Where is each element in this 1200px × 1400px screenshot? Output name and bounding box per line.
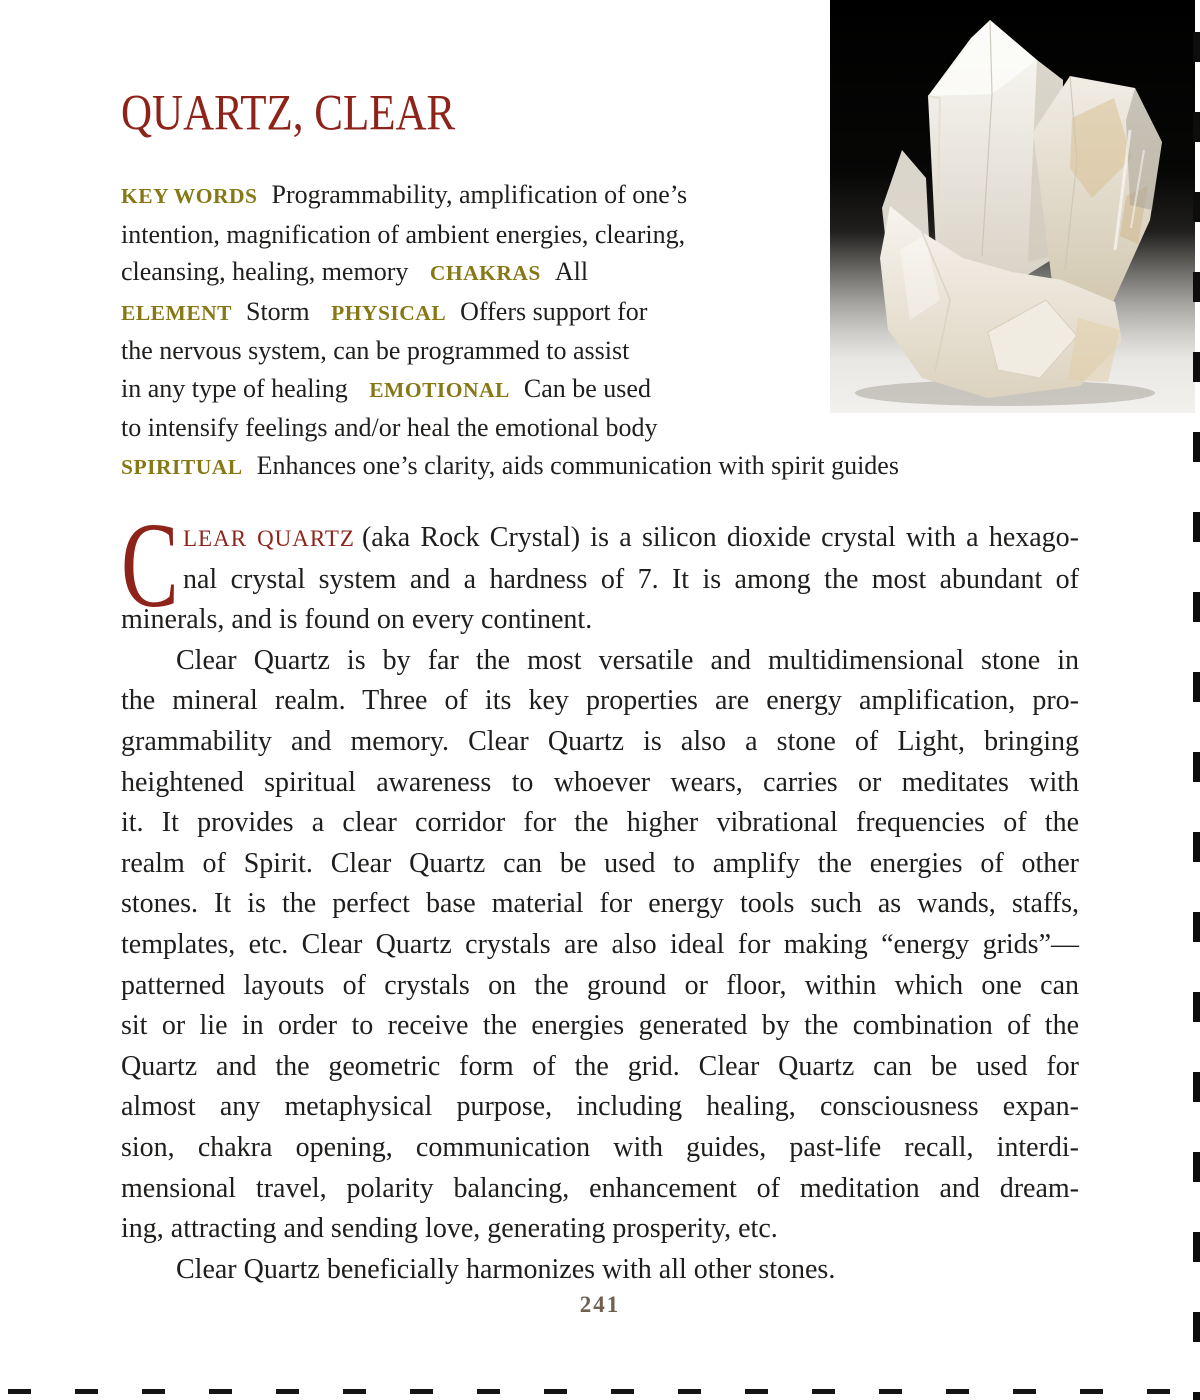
right-edge-tick [1193,112,1200,142]
body-line: ing, attracting and sending love, generating prosperity, etc. [121,1213,778,1245]
bottom-edge-dash [946,1389,969,1394]
keyword-text: to intensify feelings and/or heal the emotional body [121,413,658,442]
keyword-label: SPIRITUAL [121,454,243,479]
keyword-text: intention, magnification of ambient energies, clearing, [121,219,686,249]
keyword-label: KEY WORDS [121,184,258,208]
body-line: it. It provides a clear corridor for the higher vibrational frequencies of the [121,807,1079,839]
keyword-text: in any type of healing [121,373,348,403]
keyword-label: ELEMENT [121,300,233,325]
keyword-label: EMOTIONAL [369,377,510,402]
keywords-line [121,409,1101,447]
paragraph [121,641,1079,1250]
bottom-edge-dash [343,1389,366,1394]
right-edge-tick [1193,192,1200,222]
bottom-edge-dash [142,1389,165,1394]
body-line: sion, chakra opening, communication with guides, past-life recall, interdi- [121,1131,1079,1163]
keywords-line [121,447,1101,487]
page-title: QUARTZ, CLEAR [121,85,456,142]
bottom-edge-dash [410,1389,433,1394]
keywords-line [121,253,1101,293]
body-line: Quartz and the geometric form of the grid. Clear Quartz can be used for [121,1050,1079,1082]
drop-cap: C [121,496,179,633]
bottom-edge-dash [678,1389,701,1394]
keywords-line [121,216,1101,254]
paragraph [121,1250,1079,1291]
bottom-edge-dash [477,1389,500,1394]
right-edge-tick [1193,1392,1200,1400]
right-edge-tick [1193,1072,1200,1102]
body-line: Clear Quartz beneficially harmonizes with all other stones. [176,1253,836,1285]
article-body [121,496,1080,1290]
paragraph [121,496,1080,641]
bottom-edge-dash [544,1389,567,1394]
bottom-edge-dash [1080,1389,1103,1394]
right-edge-tick [1193,592,1200,622]
lead-small-caps: LEAR QUARTZ [183,526,355,551]
keyword-text: All [554,257,589,286]
right-edge-tick [1193,272,1200,302]
body-line: nal crystal system and a hardness of 7. It is among the most abundant of [183,563,1079,595]
right-edge-tick [1193,992,1200,1022]
right-edge-tick [1193,432,1200,462]
keywords-line [121,176,1101,216]
right-edge-tick [1193,672,1200,702]
page-number: 241 [579,1292,621,1317]
bottom-edge-dash [209,1389,232,1394]
body-line: realm of Spirit. Clear Quartz can be used to amplify the energies of other [121,847,1079,879]
bottom-edge-dash [879,1389,902,1394]
keyword-label: CHAKRAS [429,261,541,285]
right-edge-tick [1193,752,1200,782]
bottom-edge-dash [1013,1389,1036,1394]
body-line: grammability and memory. Clear Quartz is also a stone of Light, bringing [121,725,1079,757]
bottom-edge-dash [8,1389,31,1394]
body-line: mensional travel, polarity balancing, enhancement of meditation and dream- [121,1172,1079,1204]
right-edge-tick [1193,352,1200,382]
bottom-edge-dash [611,1389,634,1394]
keywords-block [121,176,1101,486]
keyword-text: Storm [246,296,310,326]
keyword-text: cleansing, healing, memory [121,257,409,286]
body-line: minerals, and is found on every continent. [121,604,593,636]
keyword-text: Programmability, amplification of one’s [271,180,688,209]
bottom-edge-dash [75,1389,98,1394]
body-line: sit or lie in order to receive the energies generated by the combination of the [121,1010,1079,1042]
body-line: LEAR QUARTZ (aka Rock Crystal) is a silicon dioxide crystal with a hexago- [183,522,1080,553]
right-edge-tick [1193,512,1200,542]
body-line: the mineral realm. Three of its key properties are energy amplification, pro- [121,685,1079,717]
body-line: Clear Quartz is by far the most versatile and multidimensional stone in [176,644,1079,676]
keyword-text: Enhances one’s clarity, aids communication with spirit guides [256,450,899,480]
right-edge-tick [1193,32,1200,62]
bottom-edge-dash [812,1389,835,1394]
keyword-text: Offers support for [460,296,648,326]
right-edge-tick [1193,912,1200,942]
bottom-edge-dash [745,1389,768,1394]
right-edge-tick [1193,1232,1200,1262]
keyword-label: PHYSICAL [331,300,447,325]
bottom-edge-dash [1147,1389,1170,1394]
bottom-edge-dash [276,1389,299,1394]
body-line: patterned layouts of crystals on the ground or floor, within which one can [121,969,1079,1001]
body-line: templates, etc. Clear Quartz crystals are also ideal for making “energy grids”— [121,928,1079,960]
right-edge-tick [1193,1152,1200,1182]
body-line: heightened spiritual awareness to whoever wears, carries or meditates with [121,766,1079,798]
keywords-line [121,370,1101,410]
keyword-text: Can be used [523,373,651,403]
body-line: stones. It is the perfect base material for energy tools such as wands, staffs, [121,888,1079,920]
keyword-text: the nervous system, can be programmed to assist [121,336,630,365]
right-edge-tick [1193,1312,1200,1342]
right-edge-tick [1193,832,1200,862]
keywords-line [121,293,1101,333]
body-line: almost any metaphysical purpose, including healing, consciousness expan- [121,1091,1079,1123]
keywords-line [121,332,1101,370]
